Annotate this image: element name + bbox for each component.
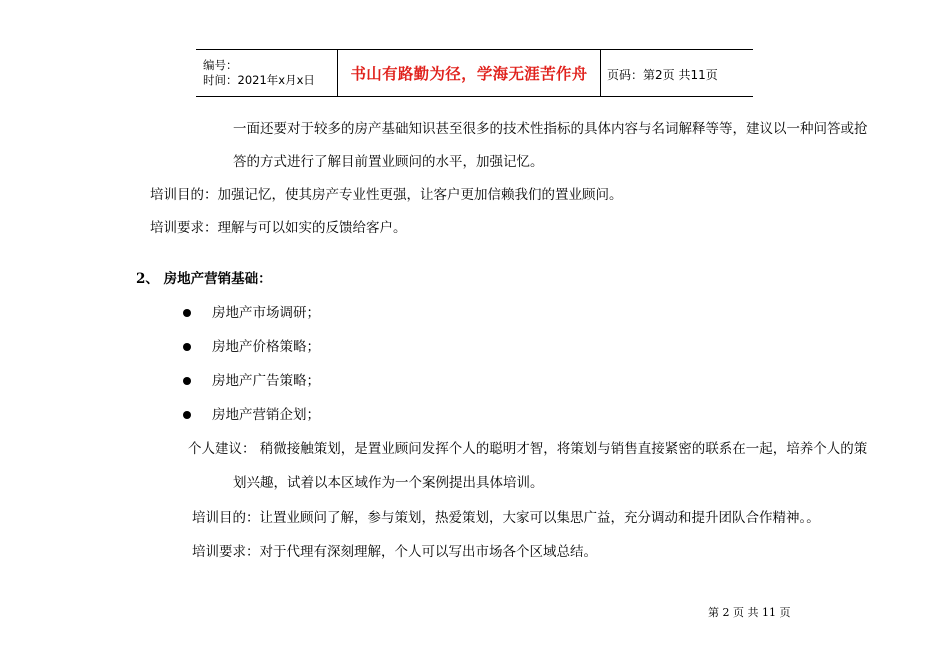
bullet-icon — [183, 343, 191, 351]
list-item: 房地产市场调研； — [212, 305, 320, 321]
page-header — [196, 49, 753, 97]
bullet-icon — [183, 411, 191, 419]
bullet-icon — [183, 309, 191, 317]
training-goal: 培训目的：加强记忆，使其房产专业性更强，让客户更加信赖我们的置业顾问。 — [150, 187, 623, 203]
section-title: 2、 房地产营销基础： — [136, 271, 272, 287]
paragraph-line: 答的方式进行了解目前置业顾问的水平，加强记忆。 — [233, 154, 544, 170]
training-goal: 培训目的：让置业顾问了解，参与策划，热爱策划，大家可以集思广益，充分调动和提升团队合作精神。。 — [192, 510, 820, 526]
training-requirement: 培训要求：对于代理有深刻理解，个人可以写出市场各个区域总结。 — [192, 544, 597, 560]
list-item: 房地产价格策略； — [212, 339, 320, 355]
header-meta — [196, 50, 338, 97]
list-item: 房地产广告策略； — [212, 373, 320, 389]
header-number: 编号： — [203, 58, 238, 72]
header-motto-cell — [338, 50, 601, 97]
bullet-icon — [183, 377, 191, 385]
header-date: 时间：2021年x月x日 — [203, 73, 315, 87]
header-page-cell — [601, 50, 754, 97]
suggestion-line: 划兴趣，试着以本区域作为一个案例提出具体培训。 — [233, 475, 544, 491]
training-requirement: 培训要求：理解与可以如实的反馈给客户。 — [150, 220, 407, 236]
header-page-info: 页码：第2页 共11页 — [607, 67, 718, 82]
list-item: 房地产营销企划； — [212, 407, 320, 423]
suggestion-line: 个人建议： 稍微接触策划，是置业顾问发挥个人的聪明才智，将策划与销售直接紧密的联系在一起，培养个人的策 — [188, 441, 868, 457]
page-footer: 第 2 页 共 11 页 — [708, 606, 791, 619]
paragraph-line: 一面还要对于较多的房产基础知识甚至很多的技术性指标的具体内容与名词解释等等，建议以一种问答或抢 — [233, 121, 868, 137]
header-motto: 书山有路勤为径，学海无涯苦作舟 — [350, 65, 588, 83]
